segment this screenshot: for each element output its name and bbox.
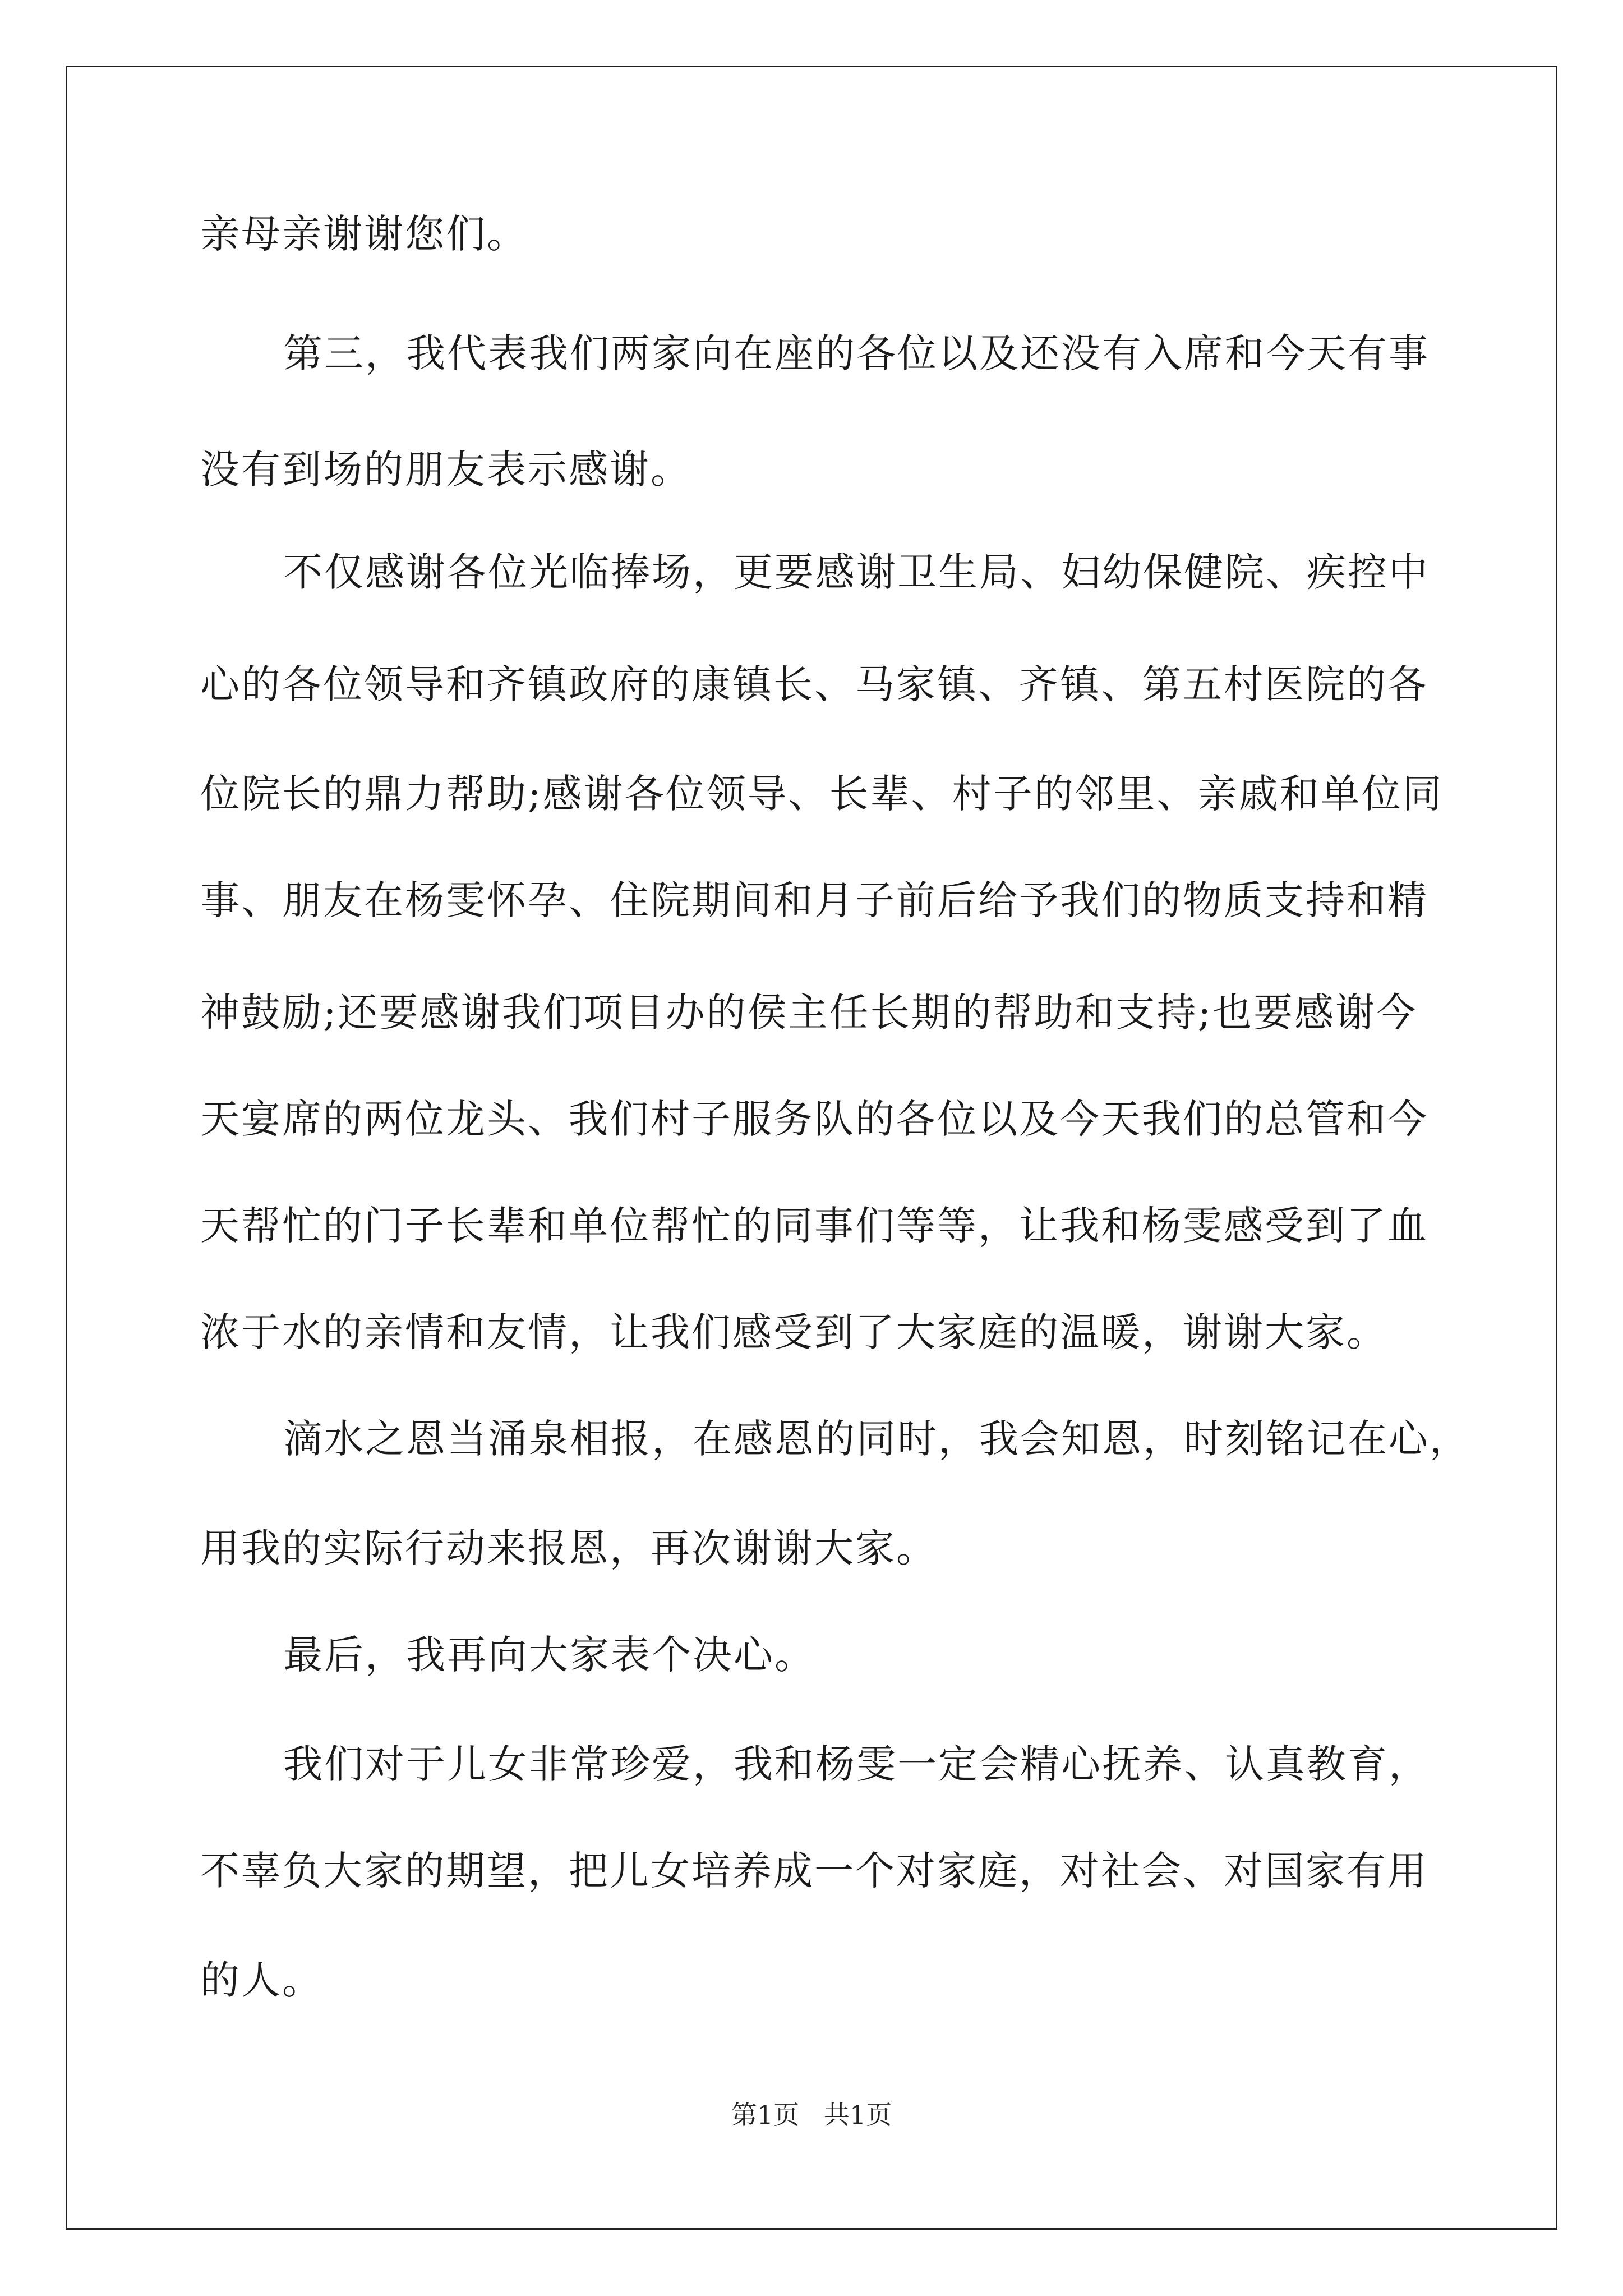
- text-line-14: 最后，我再向大家表个决心。: [283, 1632, 815, 1678]
- text-line-8: 神鼓励;还要感谢我们项目办的侯主任长期的帮助和支持;也要感谢今: [200, 990, 1418, 1036]
- text-line-9: 天宴席的两位龙头、我们村子服务队的各位以及今天我们的总管和今: [200, 1096, 1428, 1142]
- text-line-7: 事、朋友在杨雯怀孕、住院期间和月子前后给予我们的物质支持和精: [200, 877, 1428, 923]
- text-line-4: 不仅感谢各位光临捧场，更要感谢卫生局、妇幼保健院、疾控中: [283, 549, 1430, 595]
- text-line-17: 的人。: [200, 1957, 323, 2003]
- page-footer: 第1页 共1页: [731, 2100, 892, 2130]
- text-line-13: 用我的实际行动来报恩，再次谢谢大家。: [200, 1525, 937, 1571]
- text-line-5: 心的各位领导和齐镇政府的康镇长、马家镇、齐镇、第五村医院的各: [200, 661, 1428, 707]
- text-line-16: 不辜负大家的期望，把儿女培养成一个对家庭，对社会、对国家有用: [200, 1848, 1428, 1894]
- text-line-12: 滴水之恩当涌泉相报，在感恩的同时，我会知恩，时刻铭记在心，: [283, 1416, 1470, 1462]
- text-line-1: 亲母亲谢谢您们。: [200, 211, 528, 257]
- text-line-10: 天帮忙的门子长辈和单位帮忙的同事们等等，让我和杨雯感受到了血: [200, 1203, 1428, 1249]
- text-line-2: 第三，我代表我们两家向在座的各位以及还没有入席和今天有事: [283, 330, 1430, 376]
- page-border: [66, 66, 1557, 2230]
- text-line-11: 浓于水的亲情和友情，让我们感受到了大家庭的温暖，谢谢大家。: [200, 1309, 1387, 1355]
- text-line-3: 没有到场的朋友表示感谢。: [200, 447, 691, 493]
- text-line-15: 我们对于儿女非常珍爱，我和杨雯一定会精心抚养、认真教育，: [283, 1741, 1430, 1787]
- text-line-6: 位院长的鼎力帮助;感谢各位领导、长辈、村子的邻里、亲戚和单位同: [200, 771, 1444, 817]
